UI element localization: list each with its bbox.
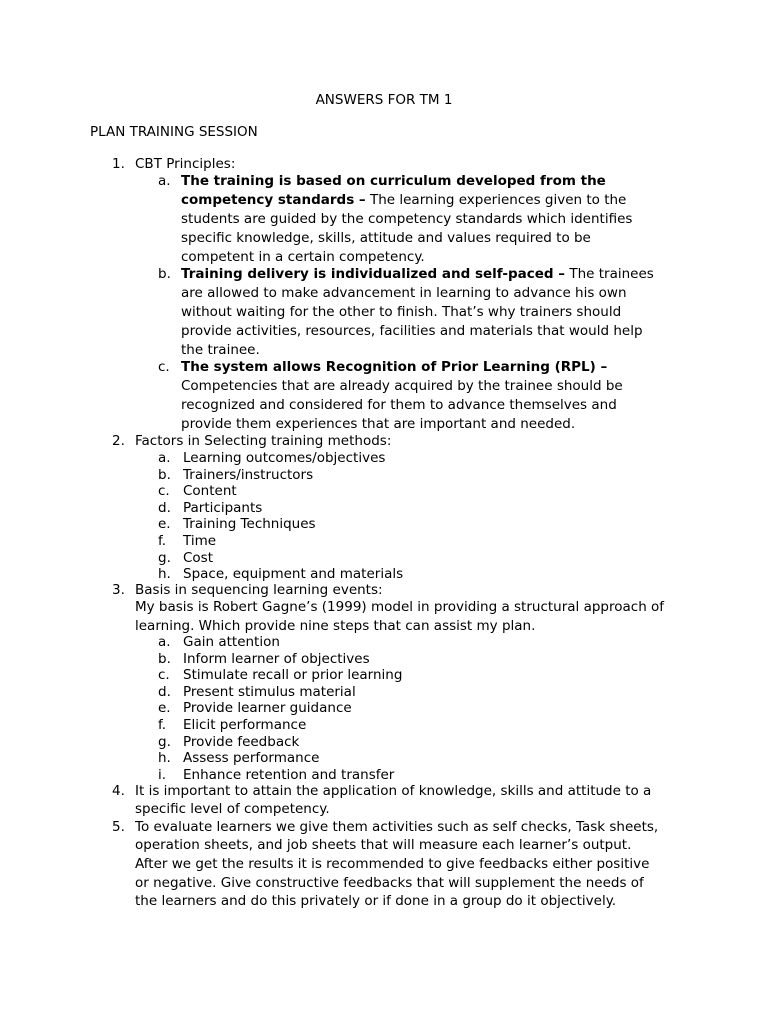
list-item-text: Provide learner guidance <box>183 700 352 717</box>
principle-a-title: The training is based on curriculum developed from the <box>181 173 606 189</box>
principle-b-text: without waiting for the other to finish. That’s why trainers should <box>181 304 622 320</box>
principle-a-title-cont: competency standards – <box>181 192 366 208</box>
item-number: 3. <box>112 582 125 598</box>
list-item-label: e. <box>158 700 171 717</box>
list-item-label: i. <box>158 766 167 783</box>
list-item-text: Provide feedback <box>183 733 300 750</box>
list-item-text: Present stimulus material <box>183 683 356 700</box>
page-title: ANSWERS FOR TM 1 <box>315 92 453 108</box>
list-item-label: h. <box>158 750 171 767</box>
sub-label: a. <box>158 173 171 189</box>
list-item-label: c. <box>158 667 170 684</box>
list-item-label: a. <box>158 634 171 650</box>
paragraph-line: or negative. Give constructive feedbacks that will supplement the needs of <box>135 875 644 891</box>
list-item-text: Training Techniques <box>183 516 316 533</box>
list-item-label: g. <box>158 549 171 566</box>
principle-c-title: The system allows Recognition of Prior Learning (RPL) – <box>181 359 608 375</box>
principle-b-text: are allowed to make advancement in learning to advance his own <box>181 285 627 301</box>
principle-c-text: provide them experiences that are important and needed. <box>181 416 576 432</box>
list-item-text: Learning outcomes/objectives <box>183 450 386 466</box>
list-item-text: Time <box>183 533 217 549</box>
paragraph-line: specific level of competency. <box>135 801 330 817</box>
list-item-label: d. <box>158 499 171 516</box>
list-item-text: Space, equipment and materials <box>183 566 404 583</box>
list-item-text: Trainers/instructors <box>183 466 314 483</box>
paragraph-line: After we get the results it is recommended to give feedbacks either positive <box>135 856 650 872</box>
principle-b-text: the trainee. <box>181 342 260 358</box>
principle-c-text: recognized and considered for them to advance themselves and <box>181 397 617 413</box>
principle-c-text: Competencies that are already acquired by the trainee should be <box>181 378 623 394</box>
list-item-label: d. <box>158 683 171 700</box>
list-item-text: Inform learner of objectives <box>183 650 370 667</box>
list-item-label: f. <box>158 533 167 549</box>
paragraph-line: To evaluate learners we give them activities such as self checks, Task sheets, <box>135 819 659 835</box>
list-item-text: Gain attention <box>183 634 280 650</box>
paragraph-line: learning. Which provide nine steps that can assist my plan. <box>135 618 536 634</box>
item-number: 1. <box>112 156 125 172</box>
list-item-label: e. <box>158 516 171 533</box>
list-item-text: Elicit performance <box>183 717 307 733</box>
sub-label: c. <box>158 359 170 375</box>
item-heading: Basis in sequencing learning events: <box>135 582 383 598</box>
list-item-label: b. <box>158 650 171 667</box>
list-item-label: b. <box>158 466 171 483</box>
principle-a-text: students are guided by the competency standards which identifies <box>181 211 633 227</box>
section-heading: PLAN TRAINING SESSION <box>90 124 258 140</box>
list-item-label: c. <box>158 483 170 500</box>
list-item-label: g. <box>158 733 171 750</box>
principle-a-text: specific knowledge, skills, attitude and values required to be <box>181 230 591 246</box>
list-item-text: Stimulate recall or prior learning <box>183 667 403 684</box>
paragraph-line: operation sheets, and job sheets that will measure each learner’s output. <box>135 837 632 853</box>
item-number: 2. <box>112 433 125 449</box>
list-item-text: Cost <box>183 549 214 566</box>
list-item-text: Content <box>183 483 237 500</box>
list-item-text: Enhance retention and transfer <box>183 766 395 783</box>
item-number: 4. <box>112 783 125 799</box>
list-item-label: a. <box>158 450 171 466</box>
principle-b-title: Training delivery is individualized and self-paced – <box>181 266 566 282</box>
list-item-label: f. <box>158 717 167 733</box>
item-number: 5. <box>112 819 125 835</box>
principle-a-line <box>181 191 626 210</box>
principle-b-line <box>181 265 654 284</box>
paragraph-line: My basis is Robert Gagne’s (1999) model in providing a structural approach of <box>135 599 665 615</box>
principle-a-text: The learning experiences given to the <box>365 192 627 208</box>
paragraph-line: the learners and do this privately or if done in a group do it objectively. <box>135 893 617 909</box>
sub-label: b. <box>158 266 171 282</box>
principle-b-text: The trainees <box>565 266 654 282</box>
list-item-text: Participants <box>183 499 263 516</box>
item-heading: CBT Principles: <box>135 156 236 172</box>
item-heading: Factors in Selecting training methods: <box>135 433 392 449</box>
list-item-text: Assess performance <box>183 750 320 767</box>
paragraph-line: It is important to attain the application of knowledge, skills and attitude to a <box>135 783 652 799</box>
principle-a-text: competent in a certain competency. <box>181 249 425 265</box>
list-item-label: h. <box>158 566 171 583</box>
principle-b-text: provide activities, resources, facilities and materials that would help <box>181 323 643 339</box>
